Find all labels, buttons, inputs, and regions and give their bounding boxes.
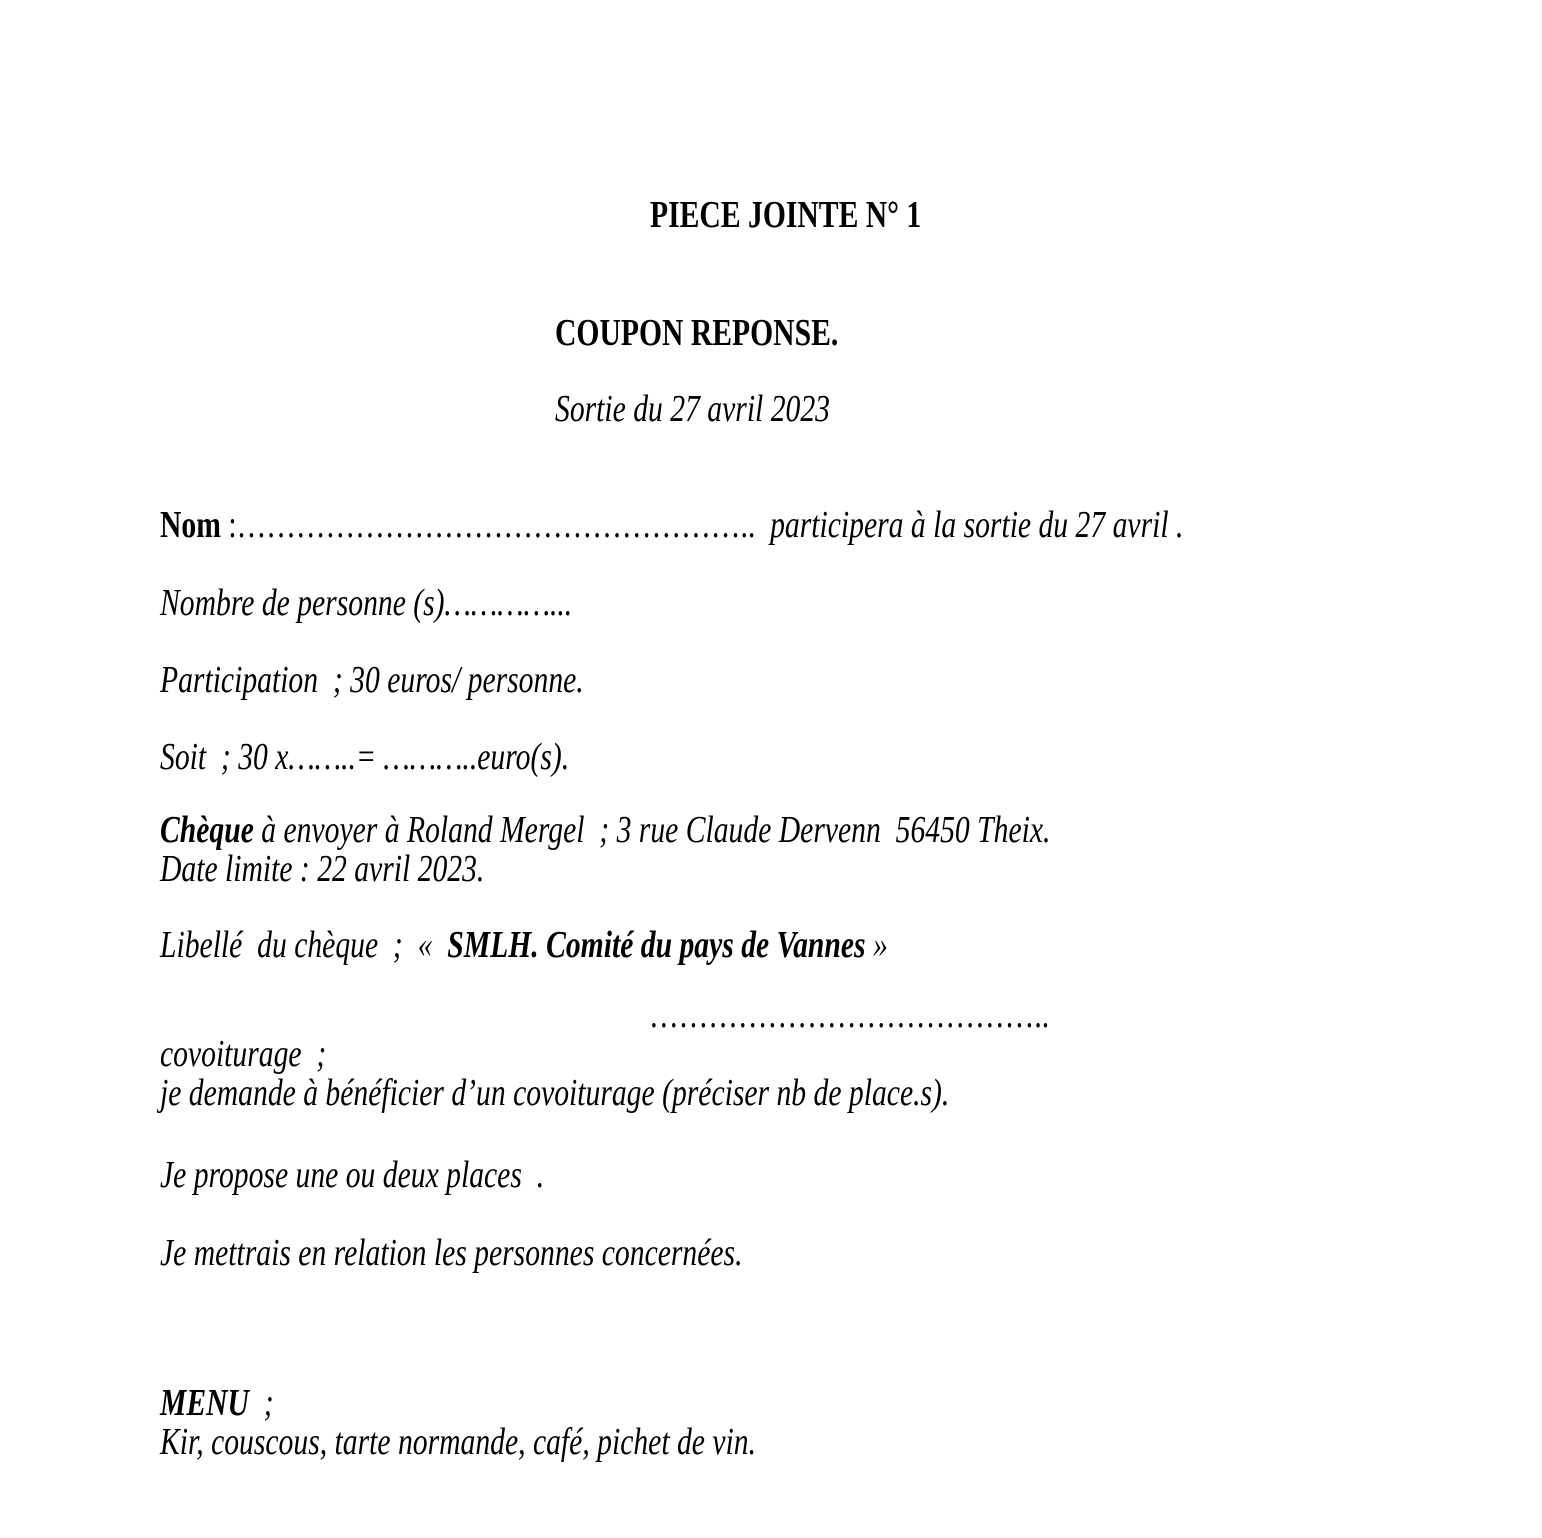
coupon-heading: COUPON REPONSE.: [555, 312, 839, 354]
carpool-heading: covoiturage ;: [160, 1033, 327, 1075]
payee-line: [160, 926, 1238, 965]
cheque-address: à envoyer à Roland Mergel ; 3 rue Claude Dervenn 56450 Theix.: [253, 809, 1051, 851]
cheque-label: Chèque: [160, 809, 254, 851]
menu-separator: ;: [248, 1382, 274, 1424]
payee-name: SMLH. Comité du pays de Vannes: [447, 924, 866, 966]
carpool-request-line: je demande à bénéficier d’un covoiturage (préciser nb de place.s).: [160, 1072, 950, 1114]
people-count-line: Nombre de personne (s)…………...: [160, 582, 573, 624]
payee-prefix: Libellé du chèque ; «: [160, 924, 448, 966]
total-line: Soit ; 30 x……..= ………..euro(s).: [160, 736, 570, 778]
name-dotted-blank: :……………………………………………..: [220, 504, 756, 546]
event-date: Sortie du 27 avril 2023: [555, 388, 830, 430]
name-label: Nom: [160, 504, 221, 546]
menu-label: MENU: [160, 1382, 249, 1424]
page-title: PIECE JOINTE N° 1: [650, 194, 922, 236]
participation-line: Participation ; 30 euros/ personne.: [160, 659, 584, 701]
cheque-line: [160, 811, 1238, 850]
menu-items-line: Kir, couscous, tarte normande, café, pichet de vin.: [160, 1421, 756, 1463]
name-line-tail: participera à la sortie du 27 avril .: [755, 504, 1184, 546]
dotted-blank-line: …………………………………..: [649, 994, 1050, 1036]
carpool-contact-line: Je mettrais en relation les personnes concernées.: [160, 1232, 743, 1274]
carpool-offer-line: Je propose une ou deux places .: [160, 1154, 545, 1196]
payee-suffix: »: [865, 924, 888, 966]
menu-heading-line: [160, 1384, 1238, 1423]
name-field-line: [160, 506, 1238, 545]
deadline-line: Date limite : 22 avril 2023.: [160, 848, 485, 890]
